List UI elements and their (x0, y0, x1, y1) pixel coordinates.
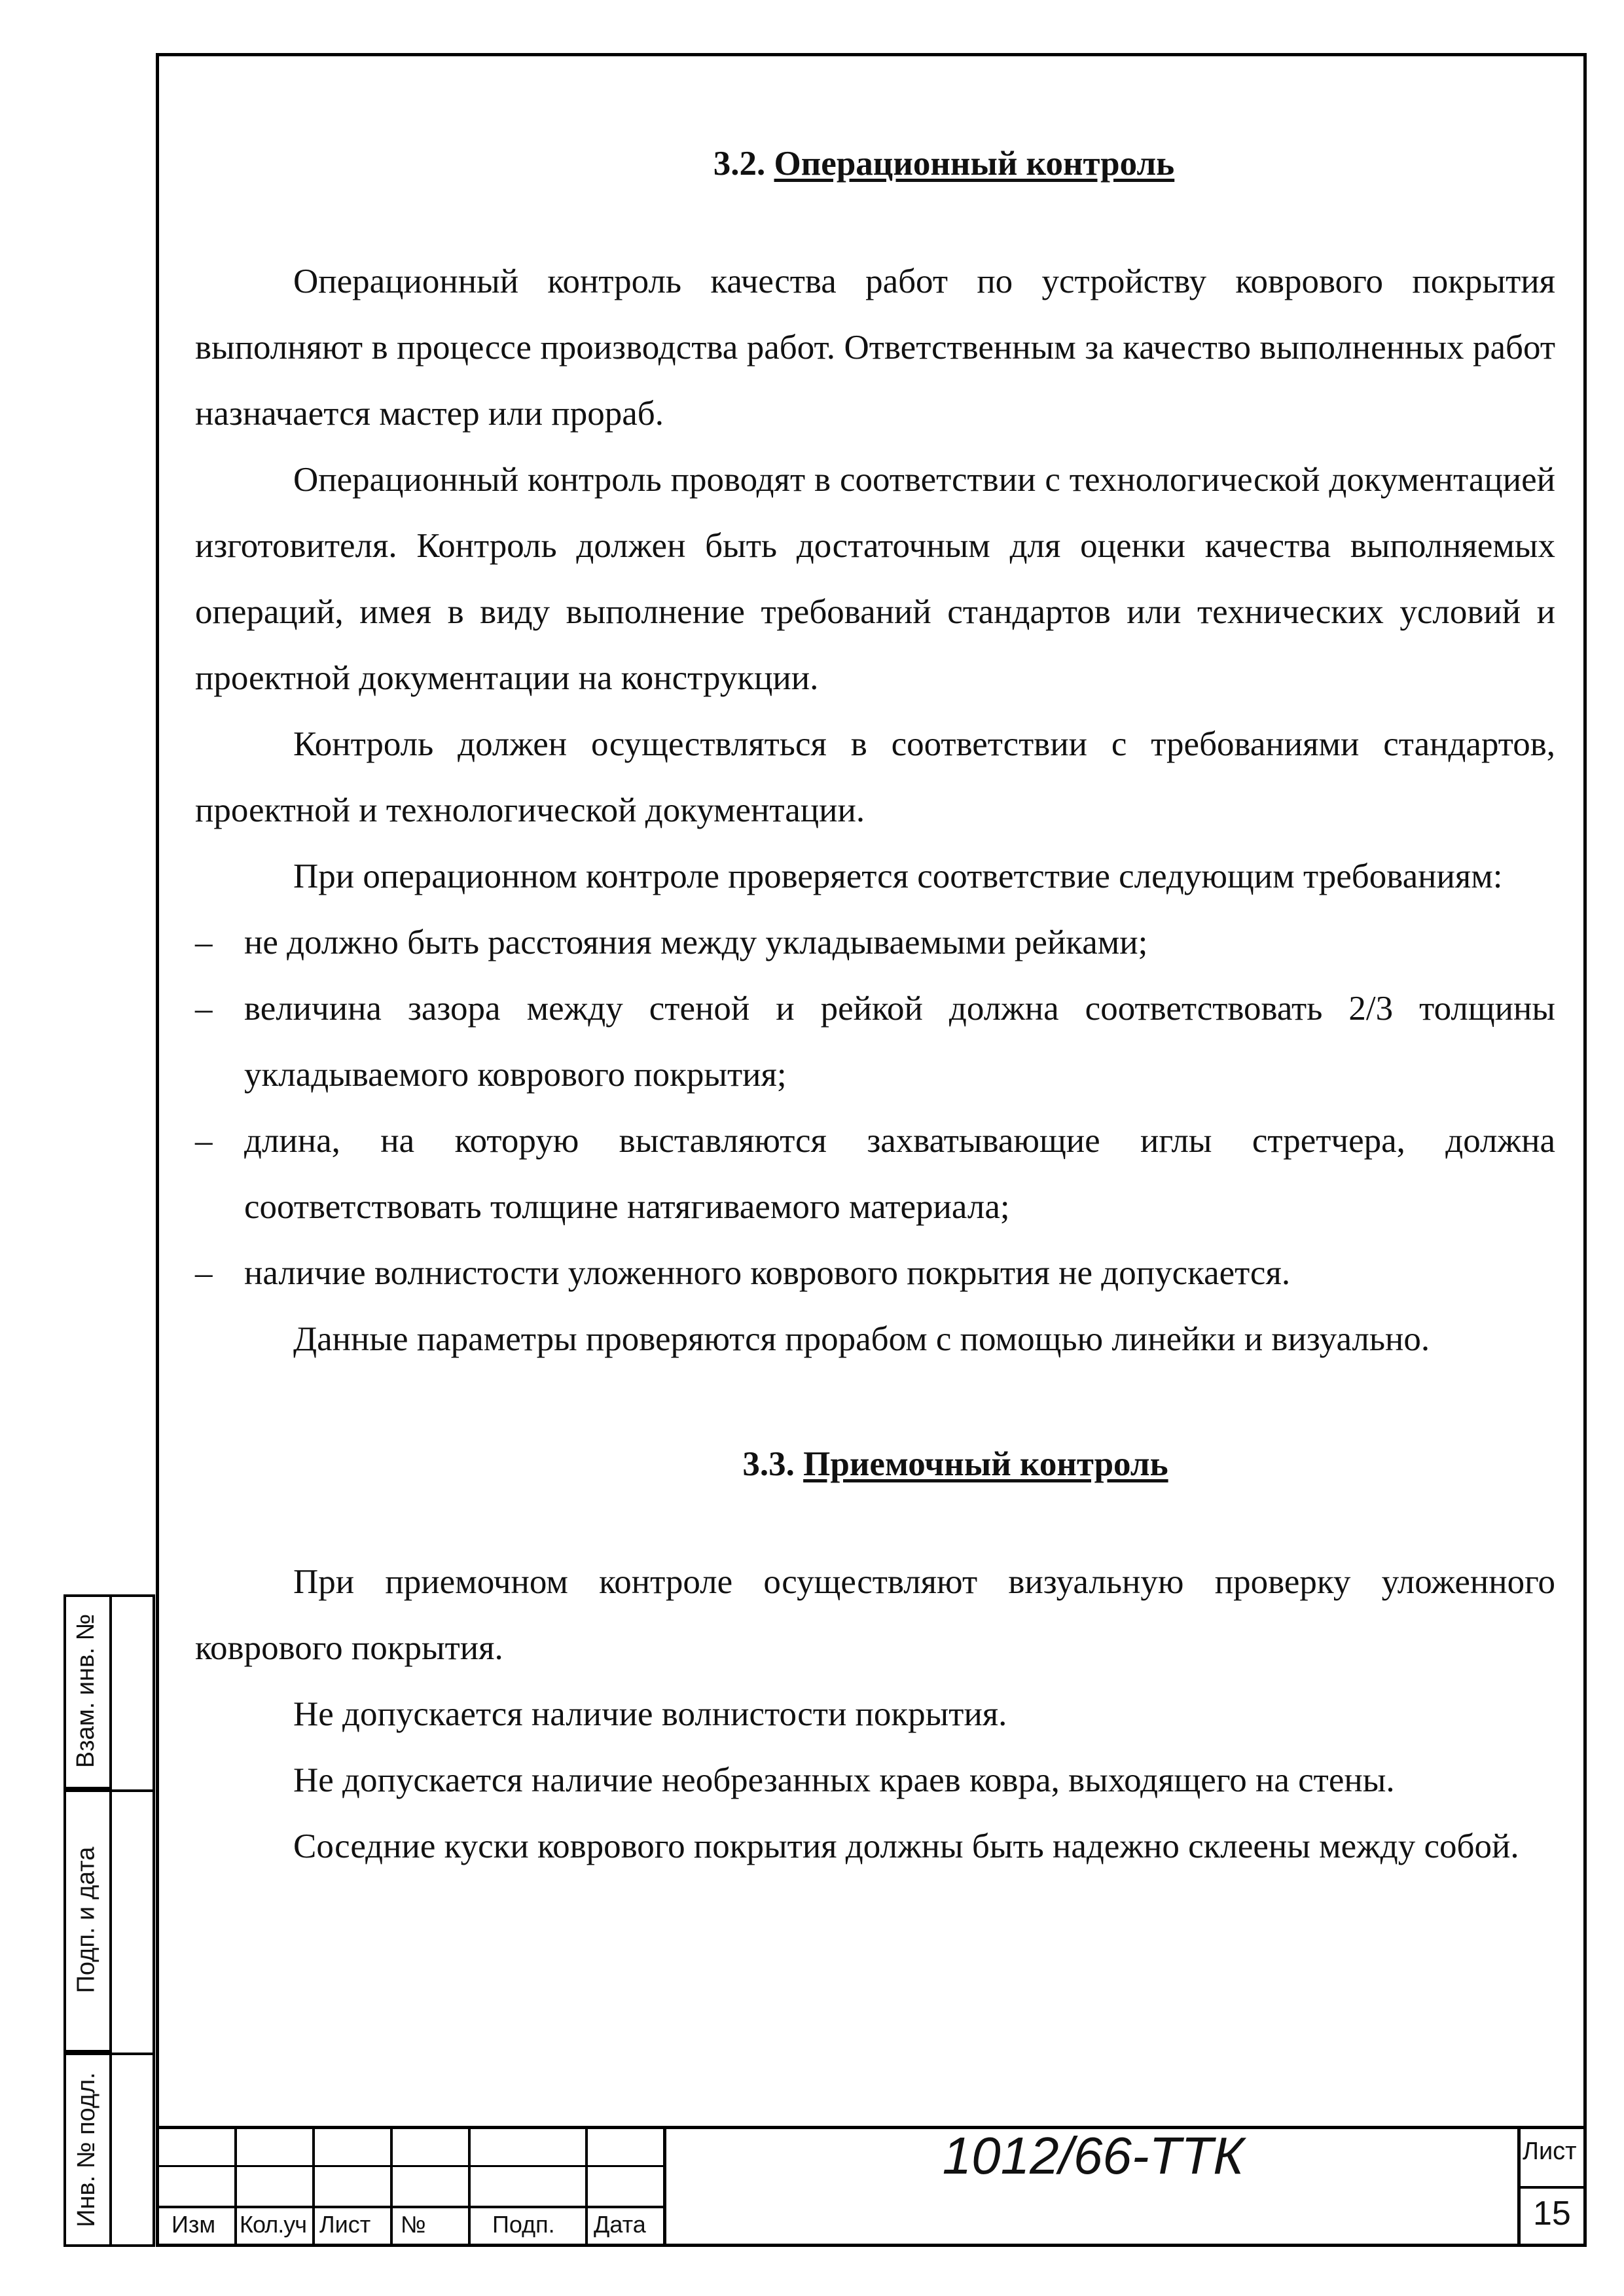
section-number: 3.2. (713, 145, 766, 183)
title-block-col-label: № (401, 2211, 426, 2238)
title-block-col-label: Изм (171, 2211, 216, 2238)
paragraph: При приемочном контроле осуществляют визуальную проверку уложенного коврового покрытия. (195, 1563, 1555, 1667)
title-block-col-line (663, 2126, 666, 2247)
list-item: – не должно быть расстояния между укладываемыми рейками; (195, 924, 1148, 961)
paragraph: Не допускается наличие необрезанных краев ковра, выходящего на стены. (293, 1761, 1395, 1799)
paragraph: Контроль должен осуществляться в соответствии с требованиями стандартов, проектной и технологической документации. (195, 725, 1555, 829)
sheet-number: 15 (1533, 2195, 1571, 2233)
paragraph: При операционном контроле проверяется соответствие следующим требованиям: (293, 857, 1503, 895)
binding-label-inv: Инв. № подл. (72, 2072, 100, 2227)
title-block-col-label: Дата (594, 2211, 646, 2238)
paragraph: Операционный контроль качества работ по устройству коврового покрытия выполняют в процессе производства работ. Ответственным за качество выполненных работ назначается мастер или прораб. (195, 262, 1555, 433)
document-body (195, 144, 1555, 1880)
binding-divider (63, 2053, 155, 2055)
paragraph: Соседние куски коврового покрытия должны быть надежно склеены между собой. (293, 1827, 1519, 1865)
title-block-row-line (1517, 2186, 1587, 2189)
title-block-col-line (312, 2126, 315, 2247)
binding-divider (63, 1789, 155, 1792)
list-item: – длина, на которую выставляются захватывающие иглы стретчера, должна соответствовать толщине натягиваемого материала; (195, 1122, 1555, 1226)
list-item: – величина зазора между стеной и рейкой должна соответствовать 2/3 толщины укладываемого коврового покрытия; (195, 990, 1555, 1094)
binding-cell (63, 2053, 112, 2247)
sheet-label: Лист (1523, 2138, 1577, 2165)
title-block-col-label: Кол.уч (240, 2211, 306, 2238)
title-block-col-line (585, 2126, 588, 2247)
binding-cell (63, 1789, 112, 2053)
paragraph: Операционный контроль проводят в соответствии с технологической документацией изготовителя. Контроль должен быть достаточным для оценки качества выполняемых операций, имея в виду выполнение требований стандартов или технических условий и проектной документации на конструкции. (195, 461, 1555, 697)
section-title: Операционный контроль (774, 145, 1175, 183)
binding-label-podp: Подп. и дата (72, 1846, 100, 1993)
paragraph: Не допускается наличие волнистости покрытия. (293, 1695, 1007, 1733)
title-block-col-line (468, 2126, 471, 2247)
section-heading (355, 1444, 1555, 1484)
section-title: Приемочный контроль (803, 1445, 1168, 1483)
list-item: – наличие волнистости уложенного коврового покрытия не допускается. (195, 1254, 1291, 1292)
binding-cell (63, 1594, 112, 1789)
document-code: 1012/66-ТТК (942, 2126, 1244, 2185)
title-block-col-label: Лист (319, 2211, 371, 2238)
section-number: 3.3. (742, 1445, 795, 1483)
title-block-col-line (234, 2126, 237, 2247)
section-heading (333, 144, 1555, 183)
paragraph: Данные параметры проверяются прорабом с помощью линейки и визуально. (293, 1320, 1430, 1358)
title-block-col-label: Подп. (492, 2211, 555, 2238)
binding-label-vzam: Взам. инв. № (72, 1613, 100, 1768)
title-block-col-line (390, 2126, 393, 2247)
